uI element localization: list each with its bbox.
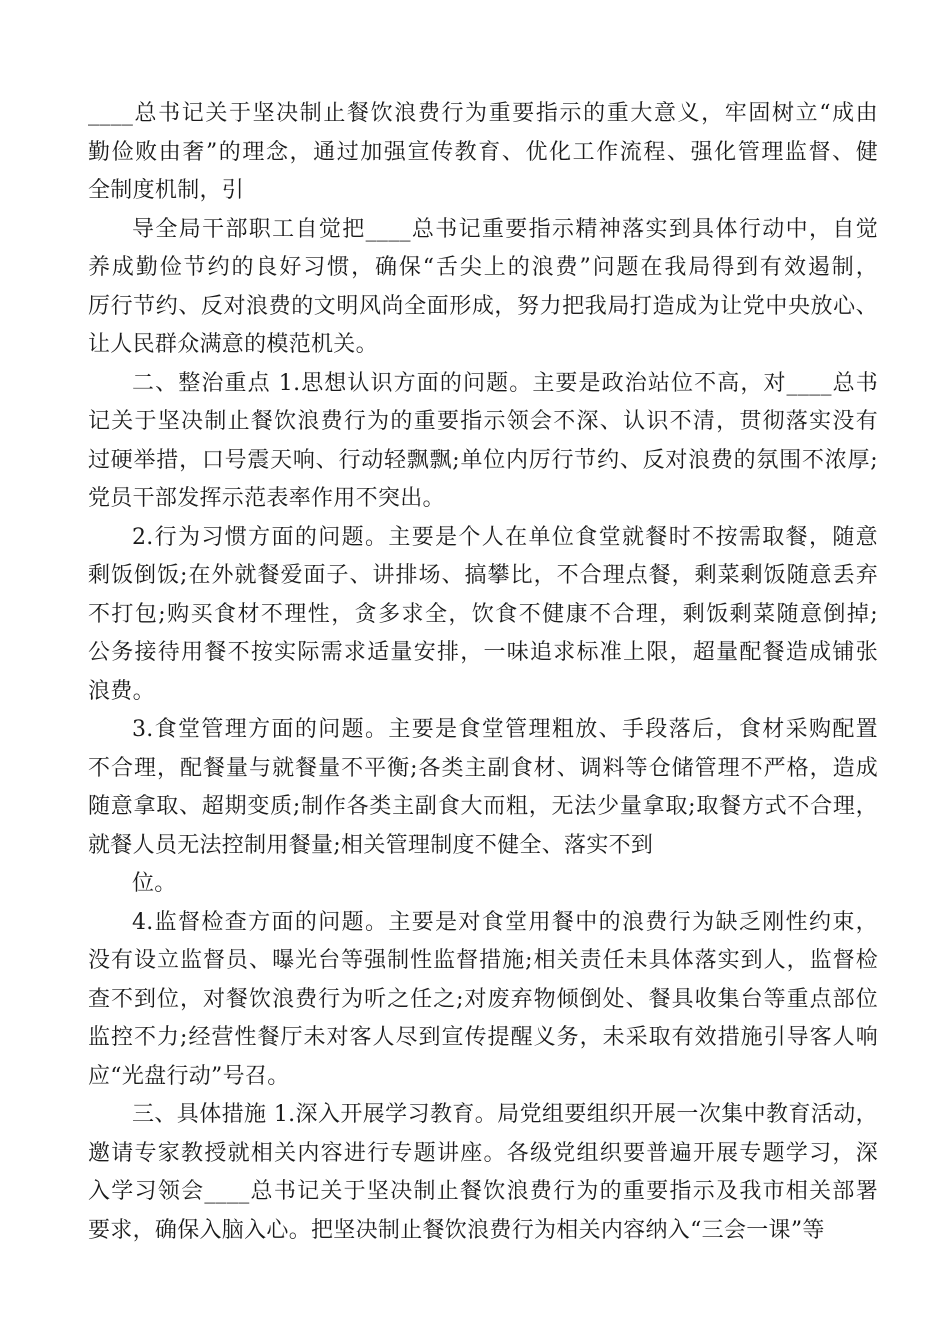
text-line: 3.食堂管理方面的问题。主要是食堂管理粗放、手段落后，食材采购配置 bbox=[132, 717, 878, 742]
paragraph-p7 bbox=[88, 904, 878, 1097]
text-line: 没有设立监督员、曝光台等强制性监督措施;相关责任未具体落实到人，监督检 bbox=[88, 948, 878, 973]
text-line: 三、具体措施 1.深入开展学习教育。局党组要组织开展一次集中教育活动， bbox=[132, 1102, 878, 1127]
text-line: 4.监督检查方面的问题。主要是对食堂用餐中的浪费行为缺乏刚性约束， bbox=[132, 909, 878, 935]
paragraph-p5 bbox=[88, 711, 878, 865]
text-line: 不打包;购买食材不理性，贪多求全，饮食不健康不合理，剩饭剩菜随意倒掉; bbox=[88, 601, 878, 627]
text-line: 勤俭败由奢”的理念，通过加强宣传教育、优化工作流程、强化管理监督、健 bbox=[88, 139, 878, 165]
text-line: 不合理，配餐量与就餐量不平衡;各类主副食材、调料等仓储管理不严格，造成 bbox=[88, 755, 878, 781]
text-line: 位。 bbox=[132, 871, 177, 896]
text-line: 导全局干部职工自觉把____总书记重要指示精神落实到具体行动中，自觉 bbox=[132, 216, 878, 242]
text-line: 让人民群众满意的模范机关。 bbox=[88, 332, 378, 357]
paragraph-p4 bbox=[88, 519, 878, 712]
paragraph-p6 bbox=[88, 865, 878, 904]
text-line: 厉行节约、反对浪费的文明风尚全面形成，努力把我局打造成为让党中央放心、 bbox=[88, 293, 878, 319]
text-line: 养成勤俭节约的良好习惯，确保“舌尖上的浪费”问题在我局得到有效遏制， bbox=[88, 255, 878, 280]
text-line: 全制度机制，引 bbox=[88, 178, 245, 203]
document-body bbox=[88, 95, 878, 1250]
text-line: 记关于坚决制止餐饮浪费行为的重要指示领会不深、认识不清，贯彻落实没有 bbox=[88, 409, 878, 434]
text-line: ____总书记关于坚决制止餐饮浪费行为重要指示的重大意义，牢固树立“成由 bbox=[88, 101, 878, 126]
text-line: 过硬举措，口号震天响、行动轻飘飘;单位内厉行节约、反对浪费的氛围不浓厚; bbox=[88, 447, 878, 473]
text-line: 党员干部发挥示范表率作用不突出。 bbox=[88, 486, 445, 511]
paragraph-p1 bbox=[88, 95, 878, 211]
text-line: 就餐人员无法控制用餐量;相关管理制度不健全、落实不到 bbox=[88, 832, 654, 858]
text-line: 剩饭倒饭;在外就餐爱面子、讲排场、搞攀比，不合理点餐，剩菜剩饭随意丢弃 bbox=[88, 563, 878, 588]
text-line: 邀请专家教授就相关内容进行专题讲座。各级党组织要普遍开展专题学习，深 bbox=[88, 1140, 878, 1166]
text-line: 查不到位，对餐饮浪费行为听之任之;对废弃物倾倒处、餐具收集台等重点部位 bbox=[88, 986, 878, 1012]
text-line: 随意拿取、超期变质;制作各类主副食大而粗，无法少量拿取;取餐方式不合理， bbox=[88, 794, 878, 819]
text-line: 浪费。 bbox=[88, 678, 155, 704]
paragraph-p3 bbox=[88, 365, 878, 519]
paragraph-p2 bbox=[88, 211, 878, 365]
text-line: 监控不力;经营性餐厅未对客人尽到宣传提醒义务，未采取有效措施引导客人响 bbox=[88, 1025, 878, 1050]
text-line: 应“光盘行动”号召。 bbox=[88, 1063, 290, 1089]
text-line: 入学习领会____总书记关于坚决制止餐饮浪费行为的重要指示及我市相关部署 bbox=[88, 1179, 878, 1204]
paragraph-p8 bbox=[88, 1096, 878, 1250]
text-line: 要求，确保入脑入心。把坚决制止餐饮浪费行为相关内容纳入“三会一课”等 bbox=[88, 1217, 825, 1243]
text-line: 二、整治重点 1.思想认识方面的问题。主要是政治站位不高，对____总书 bbox=[132, 370, 878, 396]
text-line: 公务接待用餐不按实际需求适量安排，一味追求标准上限，超量配餐造成铺张 bbox=[88, 640, 878, 665]
text-line: 2.行为习惯方面的问题。主要是个人在单位食堂就餐时不按需取餐，随意 bbox=[132, 524, 878, 550]
